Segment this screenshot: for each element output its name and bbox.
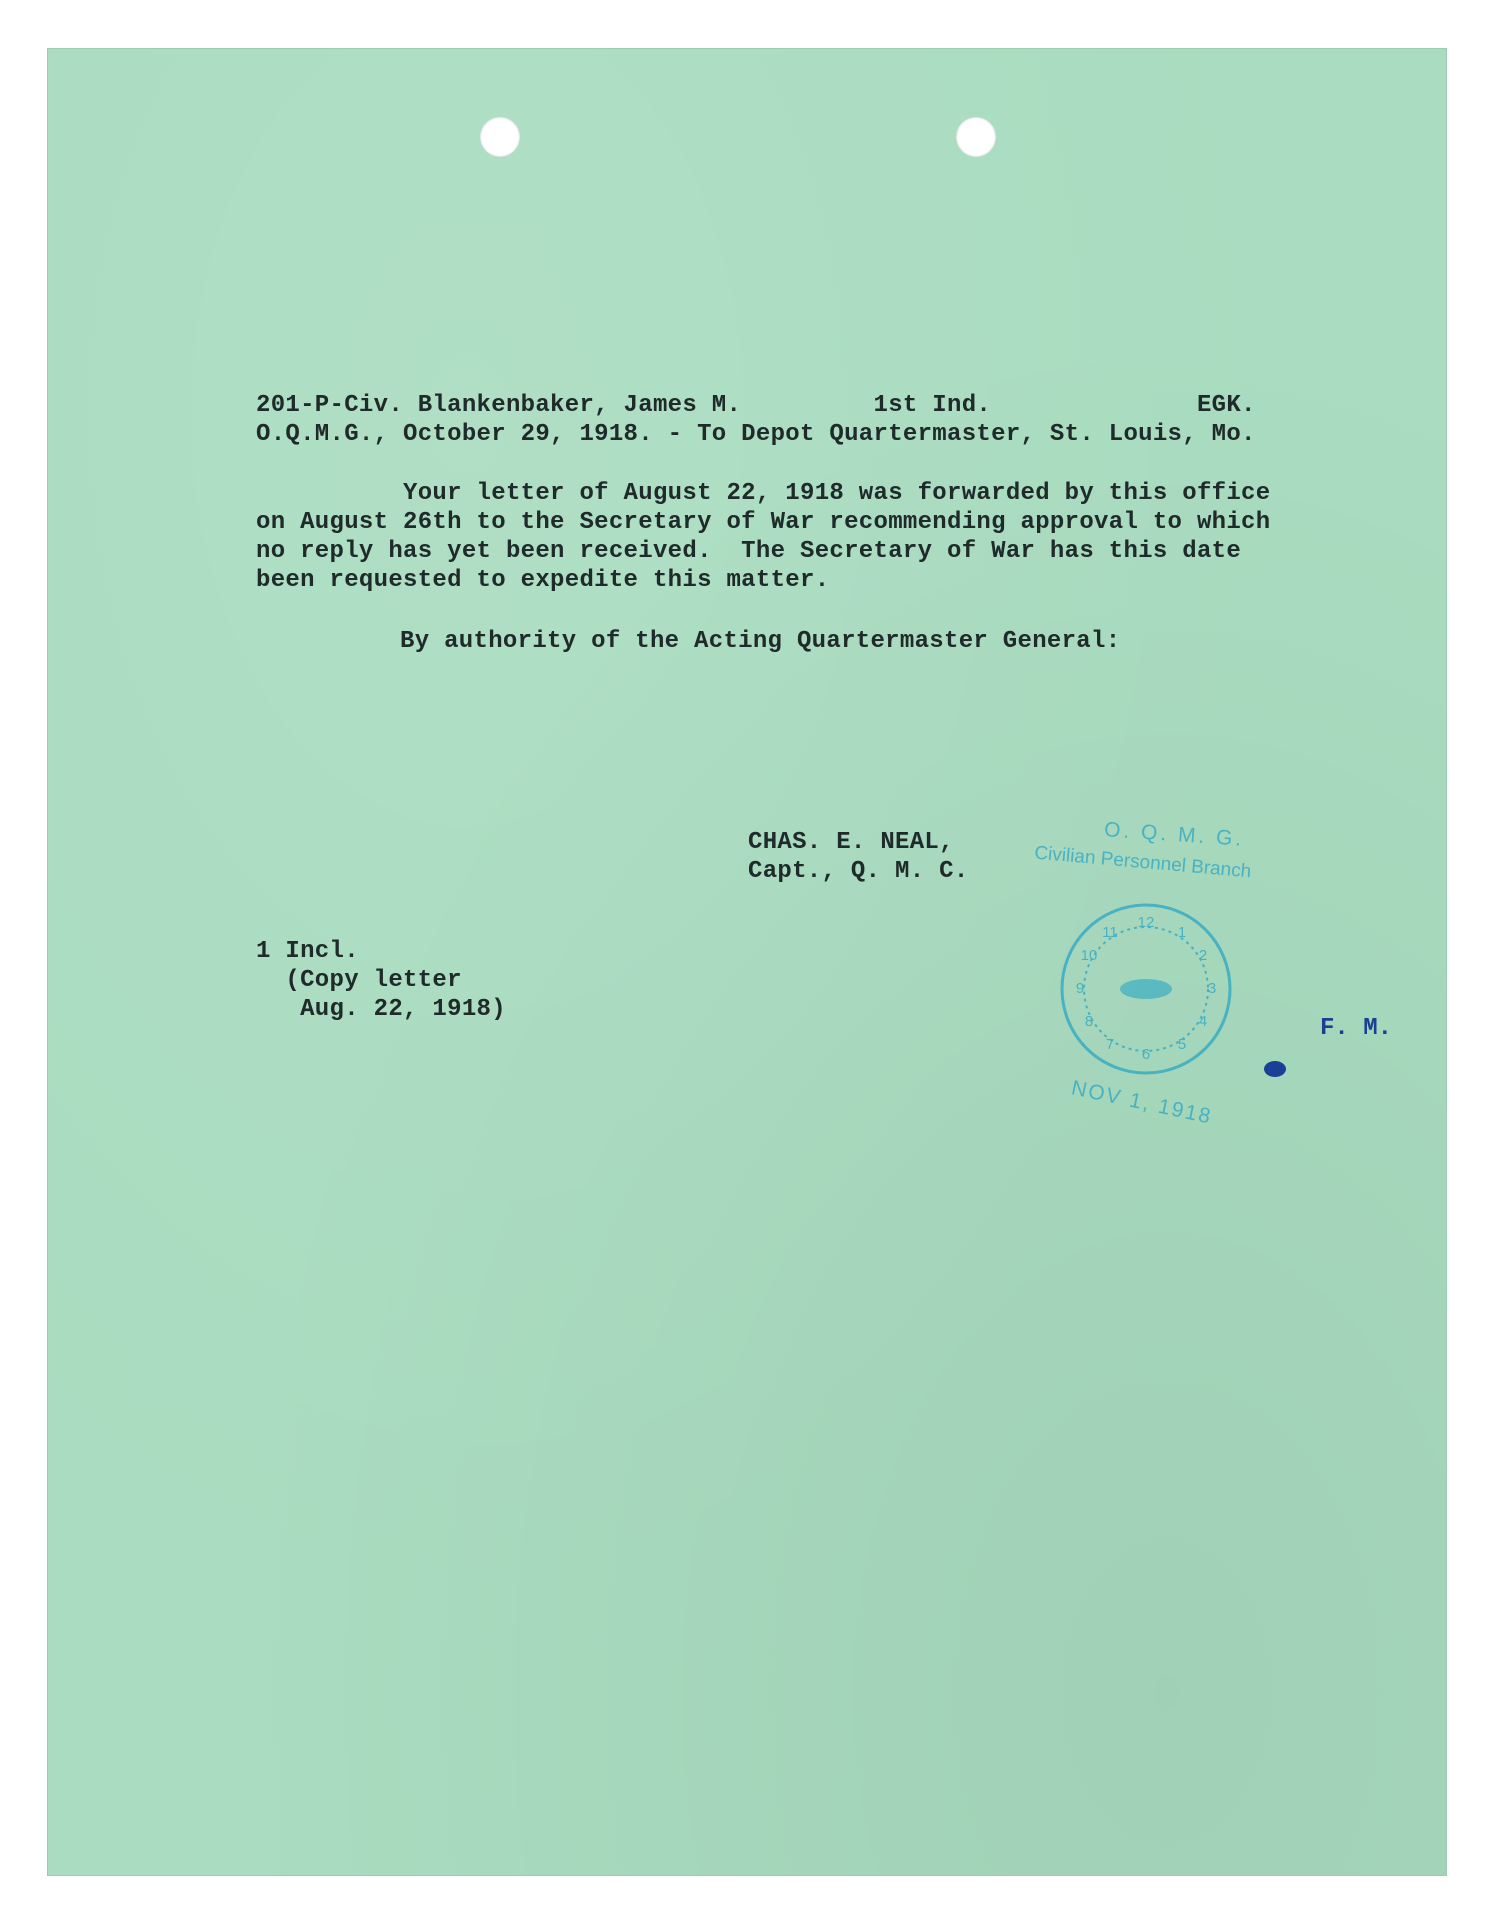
body-paragraph: [256, 479, 1270, 595]
paragraph-line: no reply has yet been received. The Secretary of War has this date: [256, 538, 1242, 565]
punch-hole-left: [480, 117, 520, 157]
signature-name: CHAS. E. NEAL,: [748, 829, 954, 856]
enclosure-line: Aug. 22, 1918): [256, 996, 506, 1023]
received-stamp-office: O. Q. M. G.: [1103, 818, 1246, 851]
handwritten-initials: F. M.: [1320, 1015, 1393, 1042]
clock-number: 5: [1177, 1035, 1187, 1053]
document-page: [48, 49, 1446, 1875]
received-stamp-date: NOV 1, 1918: [1069, 1076, 1215, 1129]
clock-dial-icon: [1058, 901, 1234, 1077]
paragraph-line: Your letter of August 22, 1918 was forwarded by this office: [256, 480, 1271, 507]
clock-number: 9: [1075, 979, 1085, 997]
clock-number: 4: [1198, 1012, 1208, 1030]
clock-number: 10: [1080, 946, 1098, 964]
ink-blot: [1264, 1061, 1286, 1077]
file-reference-line: 201-P-Civ. Blankenbaker, James M. 1st Ind. EGK.: [256, 392, 1256, 419]
clock-number: 6: [1141, 1045, 1151, 1063]
authority-line: By authority of the Acting Quartermaster General:: [400, 628, 1121, 655]
clock-number: 8: [1084, 1012, 1094, 1030]
enclosure-note: [256, 937, 506, 1024]
clock-number: 3: [1207, 979, 1217, 997]
clock-number: 1: [1177, 923, 1187, 941]
enclosure-line: 1 Incl.: [256, 938, 359, 965]
punch-hole-right: [956, 117, 996, 157]
clock-number: 12: [1137, 913, 1155, 931]
received-stamp-clock: [1058, 901, 1234, 1077]
paragraph-line: been requested to expedite this matter.: [256, 567, 830, 594]
clock-number: 7: [1105, 1035, 1115, 1053]
clock-number: 11: [1102, 923, 1118, 941]
received-stamp-branch: Civilian Personnel Branch: [1033, 842, 1253, 883]
clock-number: 2: [1198, 946, 1208, 964]
enclosure-line: (Copy letter: [256, 967, 462, 994]
signature-title: Capt., Q. M. C.: [748, 858, 969, 885]
routing-line: O.Q.M.G., October 29, 1918. - To Depot Quartermaster, St. Louis, Mo.: [256, 421, 1256, 448]
paragraph-line: on August 26th to the Secretary of War recommending approval to which: [256, 509, 1271, 536]
